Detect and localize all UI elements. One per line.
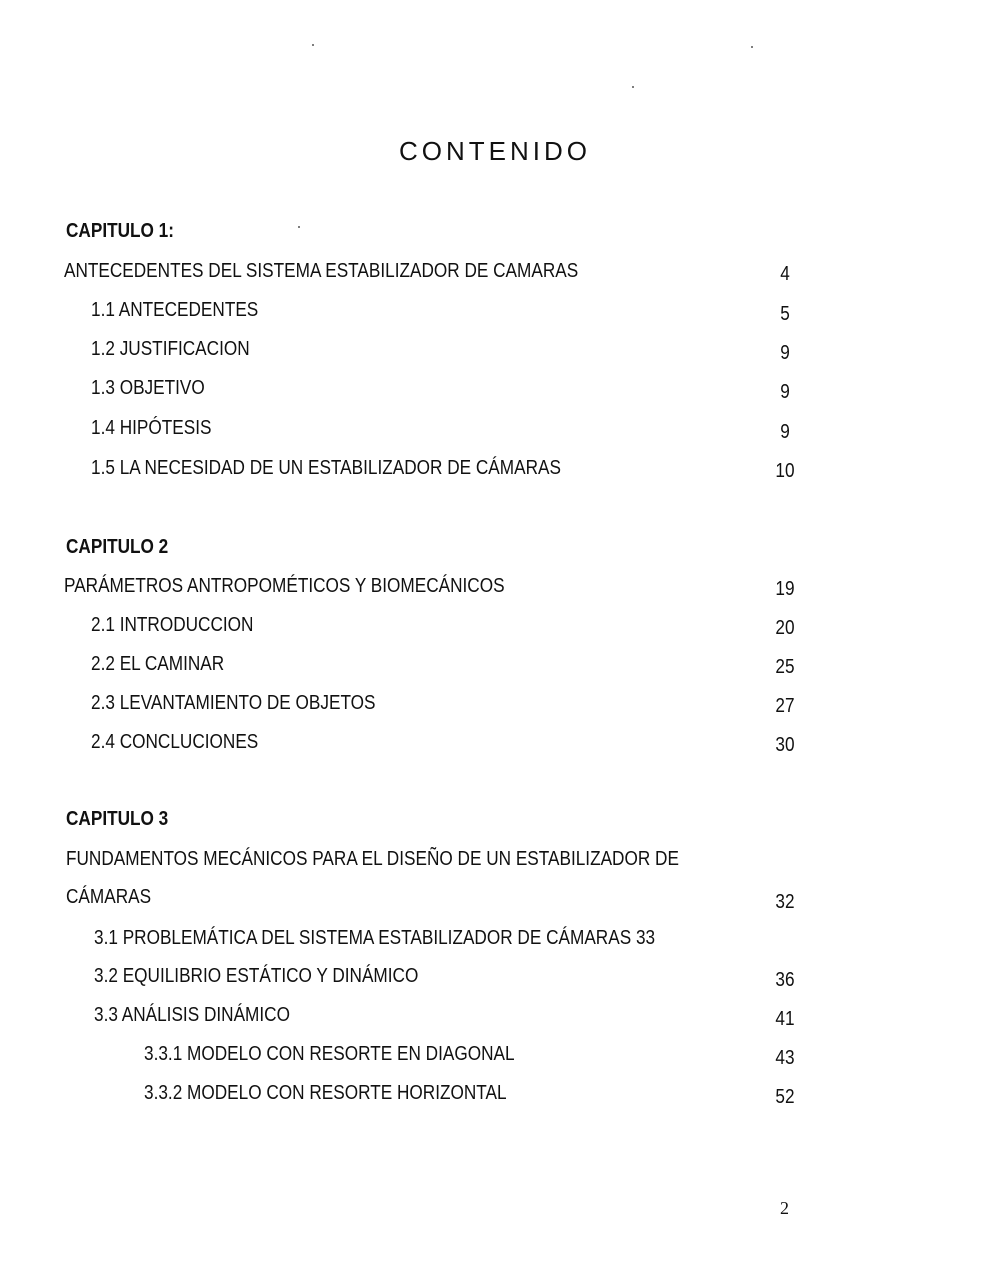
toc-entry-1-3	[91, 377, 223, 400]
toc-entry-title: 1.3 OBJETIVO	[91, 377, 205, 399]
toc-entry-title: 3.3 ANÁLISIS DINÁMICO	[94, 1004, 290, 1026]
toc-entry-title: 1.1 ANTECEDENTES	[91, 299, 259, 321]
toc-entry-title: CÁMARAS	[66, 886, 152, 908]
scan-speck	[298, 226, 300, 228]
toc-entry-page: 27	[775, 695, 795, 717]
toc-entry-1-5	[91, 457, 637, 480]
toc-entry-1-4	[91, 417, 231, 440]
toc-entry-page: 52	[775, 1086, 795, 1108]
toc-entry-page: 30	[775, 734, 795, 756]
toc-entry-1-2	[91, 338, 275, 361]
toc-entry-3-3	[94, 1004, 322, 1027]
toc-entry-3-2	[94, 965, 471, 988]
toc-entry-title: 2.2 EL CAMINAR	[91, 653, 225, 675]
toc-entry-title: 3.3.2 MODELO CON RESORTE HORIZONTAL	[144, 1082, 507, 1104]
toc-entry-title: 1.2 JUSTIFICACION	[91, 338, 250, 360]
toc-entry-2-4	[91, 731, 286, 754]
toc-entry-title: 3.1 PROBLEMÁTICA DEL SISTEMA ESTABILIZADOR DE CÁMARAS 33	[94, 927, 656, 949]
toc-entry-page: 36	[775, 969, 795, 991]
scan-speck	[632, 86, 634, 88]
chapter-1-heading: CAPITULO 1:	[66, 220, 174, 242]
toc-entry-3-3-2	[144, 1082, 566, 1105]
toc-entry-1-1	[91, 299, 286, 322]
toc-entry-chapter-3-line-1	[66, 848, 779, 871]
toc-entry-title: PARÁMETROS ANTROPOMÉTICOS Y BIOMECÁNICOS	[64, 575, 505, 597]
toc-entry-title: 3.3.1 MODELO CON RESORTE EN DIAGONAL	[144, 1043, 515, 1065]
toc-entry-title: 2.3 LEVANTAMIENTO DE OBJETOS	[91, 692, 376, 714]
toc-entry-page: 43	[775, 1047, 795, 1069]
toc-entry-page: 25	[775, 656, 795, 678]
toc-entry-chapter-3-line-2	[66, 886, 165, 909]
toc-entry-2-3	[91, 692, 422, 715]
toc-entry-title: 2.4 CONCLUCIONES	[91, 731, 259, 753]
chapter-2-heading: CAPITULO 2	[66, 536, 169, 558]
toc-entry-2-2	[91, 653, 246, 676]
toc-entry-chapter-1	[64, 260, 662, 283]
toc-entry-page: 41	[775, 1008, 795, 1030]
scan-speck	[312, 44, 314, 46]
toc-entry-page: 32	[775, 891, 795, 913]
toc-entry-page: 9	[780, 421, 790, 443]
toc-entry-title: 1.4 HIPÓTESIS	[91, 417, 212, 439]
toc-entry-page: 10	[775, 460, 795, 482]
toc-entry-title: 1.5 LA NECESIDAD DE UN ESTABILIZADOR DE CÁMARAS	[91, 457, 561, 479]
toc-entry-title: FUNDAMENTOS MECÁNICOS PARA EL DISEÑO DE UN ESTABILIZADOR DE	[66, 848, 679, 870]
toc-entry-3-3-1	[144, 1043, 575, 1066]
toc-entry-title: ANTECEDENTES DEL SISTEMA ESTABILIZADOR DE CAMARAS	[64, 260, 579, 282]
toc-entry-page: 4	[780, 263, 790, 285]
page-number: 2	[780, 1198, 789, 1218]
toc-entry-title: 2.1 INTRODUCCION	[91, 614, 254, 636]
toc-entry-page: 9	[780, 381, 790, 403]
toc-entry-page: 19	[775, 578, 795, 600]
toc-entry-title: 3.2 EQUILIBRIO ESTÁTICO Y DINÁMICO	[94, 965, 419, 987]
toc-entry-chapter-2	[64, 575, 576, 598]
chapter-3-heading: CAPITULO 3	[66, 808, 169, 830]
page-title: CONTENIDO	[399, 136, 591, 166]
toc-entry-page: 5	[780, 303, 790, 325]
toc-entry-page: 20	[775, 617, 795, 639]
toc-entry-page: 9	[780, 342, 790, 364]
scan-speck	[751, 46, 753, 48]
toc-entry-2-1	[91, 614, 280, 637]
toc-entry-3-1	[94, 927, 746, 950]
